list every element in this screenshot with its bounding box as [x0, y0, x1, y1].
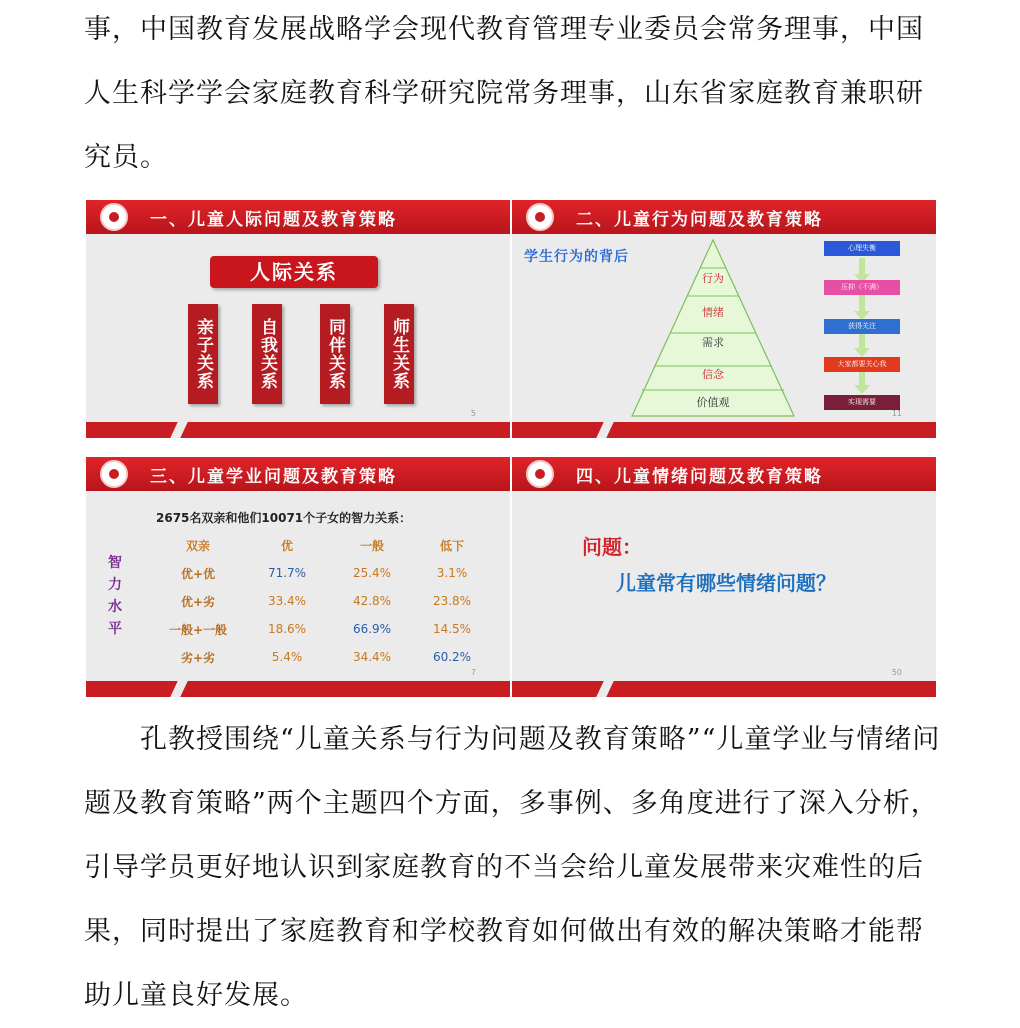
slide-title-band — [86, 457, 510, 491]
header-cell: 双亲 — [185, 538, 210, 553]
slide-title: 三、儿童学业问题及教育策略 — [150, 467, 397, 487]
slide-interpersonal — [86, 200, 510, 438]
school-logo-icon — [100, 203, 128, 231]
table-heading: 2675名双亲和他们10071个子女的智力关系： — [156, 511, 412, 525]
interpersonal-banner: 人际关系 — [210, 256, 378, 288]
school-logo-icon — [526, 203, 554, 231]
table-header-row — [146, 531, 484, 559]
page-number: 7 — [470, 668, 476, 677]
table-cell: 5.4% — [271, 650, 303, 664]
pyramid-level: 价值观 — [696, 396, 730, 409]
header-cell: 优 — [280, 538, 293, 553]
table-cell: 34.4% — [352, 650, 392, 664]
page-number: 11 — [891, 409, 902, 418]
relation-card: 自我关系 — [252, 304, 282, 404]
table-cell: 71.7% — [267, 566, 307, 580]
slide-behavior — [512, 200, 936, 438]
row-label: 优+劣 — [180, 594, 216, 609]
slide-footer — [86, 422, 510, 438]
table-row — [146, 643, 484, 671]
table-cell: 14.5% — [432, 622, 472, 636]
question-label: 问题： — [582, 535, 642, 559]
flow-step: 大家都要关心我 — [824, 357, 900, 372]
slide-emotion — [512, 457, 936, 697]
side-label: 智力水平 — [108, 555, 122, 637]
school-logo-icon — [526, 460, 554, 488]
school-logo-icon — [100, 460, 128, 488]
row-label: 劣+劣 — [180, 650, 216, 665]
table-cell: 25.4% — [352, 566, 392, 580]
relation-card: 同伴关系 — [320, 304, 350, 404]
slide-title-band — [86, 200, 510, 234]
pyramid-diagram — [630, 238, 796, 420]
relation-card: 师生关系 — [384, 304, 414, 404]
header-cell: 低下 — [439, 538, 464, 553]
flow-step: 实现需要 — [824, 395, 900, 410]
row-label: 一般+一般 — [168, 622, 228, 637]
pyramid-level: 情绪 — [702, 306, 724, 319]
table-cell: 3.1% — [436, 566, 468, 580]
slide-title-band — [512, 200, 936, 234]
pyramid-level: 需求 — [702, 336, 724, 349]
table-cell: 42.8% — [352, 594, 392, 608]
slide-title: 一、儿童人际问题及教育策略 — [150, 210, 397, 230]
slide-footer — [512, 422, 936, 438]
table-cell: 60.2% — [432, 650, 472, 664]
row-label: 优+优 — [180, 566, 216, 581]
slide-title: 二、儿童行为问题及教育策略 — [576, 210, 823, 230]
relation-card: 亲子关系 — [188, 304, 218, 404]
table-row — [146, 587, 484, 615]
page-number: 50 — [891, 668, 902, 677]
question-text: 儿童常有哪些情绪问题？ — [616, 571, 836, 595]
table-cell: 66.9% — [352, 622, 392, 636]
pyramid-level: 行为 — [702, 272, 724, 285]
flow-step: 获得关注 — [824, 319, 900, 334]
paragraph-bottom: 孔教授围绕“儿童关系与行为问题及教育策略”“儿童学业与情绪问题及教育策略”两个主题四个方面，多事例、多角度进行了深入分析，引导学员更好地认识到家庭教育的不当会给儿童发展带来灾难性的后果，同时提出了家庭教育和学校教育如何做出有效的解决策略才能帮助儿童良好发展。 — [84, 724, 941, 1011]
table-cell: 23.8% — [432, 594, 472, 608]
table-row — [146, 615, 484, 643]
slide-title-band — [512, 457, 936, 491]
slide-title: 四、儿童情绪问题及教育策略 — [576, 467, 823, 487]
table-cell: 18.6% — [267, 622, 307, 636]
intelligence-table — [146, 531, 484, 671]
table-row — [146, 559, 484, 587]
header-cell: 一般 — [359, 538, 384, 553]
slide-footer — [512, 681, 936, 697]
slide-academic — [86, 457, 510, 697]
flow-step: 压抑（不满） — [824, 280, 900, 295]
table-cell: 33.4% — [267, 594, 307, 608]
flow-step: 心理失衡 — [824, 241, 900, 256]
pyramid-level: 信念 — [702, 368, 724, 381]
page-number: 5 — [470, 409, 476, 418]
slide-subtitle: 学生行为的背后 — [524, 249, 629, 265]
paragraph-top: 事，中国教育发展战略学会现代教育管理专业委员会常务理事，中国人生科学学会家庭教育科学研究院常务理事，山东省家庭教育兼职研究员。 — [84, 14, 924, 173]
slide-footer — [86, 681, 510, 697]
